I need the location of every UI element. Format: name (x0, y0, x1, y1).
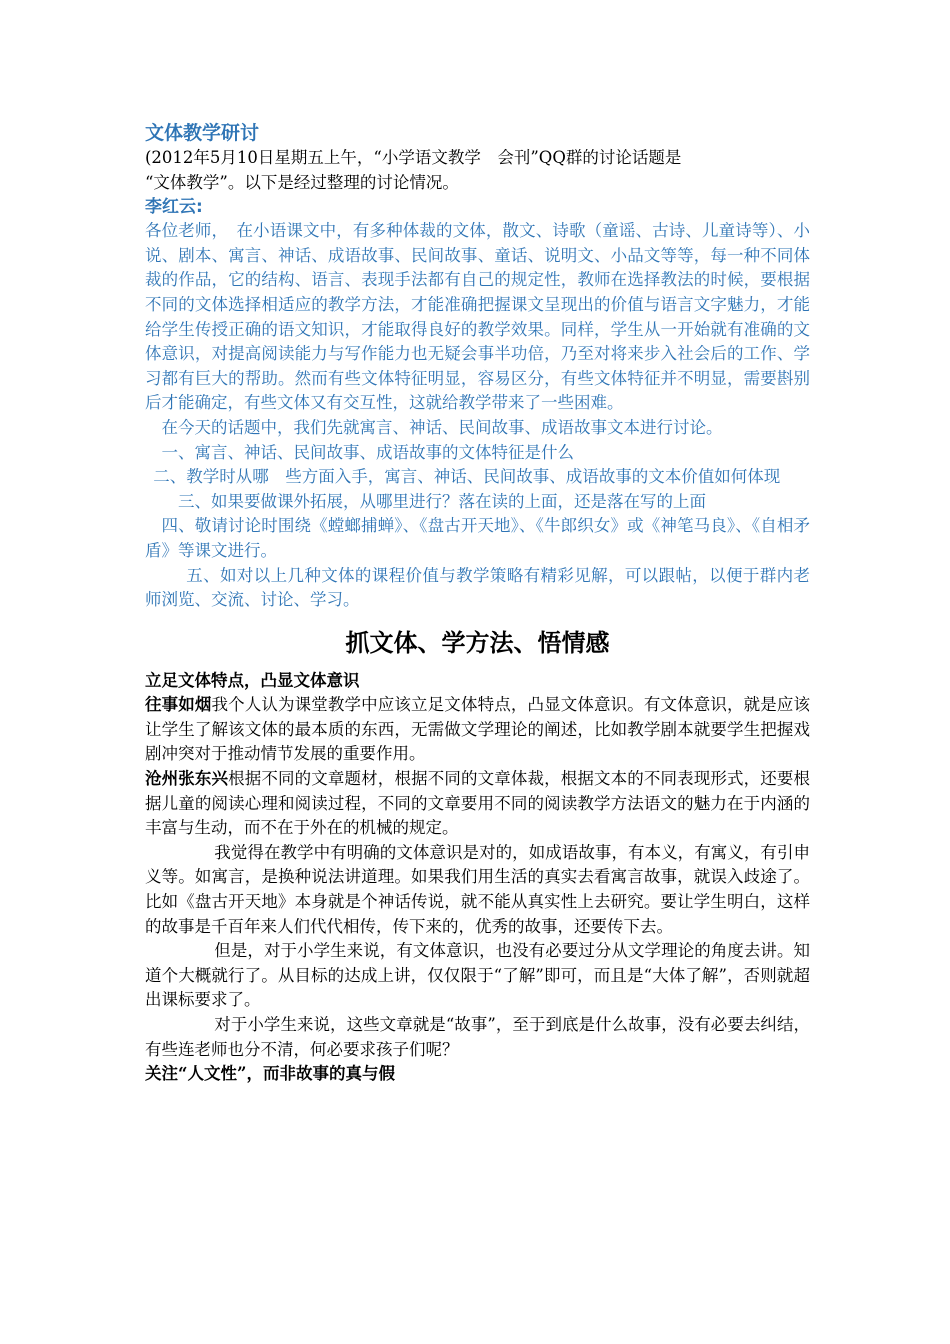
host-paragraph: 各位老师， 在小语课文中，有多种体裁的文体，散文、诗歌（童谣、古诗、儿童诗等）、小说、剧本、寓言、神话、成语故事、民间故事、童话、说明文、小品文等等，每一种不同体裁的作品，它的结构、语言、表现手法都有自己的规定性，教师在选择教法的时候，要根据不同的文体选择相适应的教学方法，才能准确把握课文呈现出的价值与语言文字魅力，才能给学生传授正确的语文知识，才能取得良好的教学效果。同样，学生从一开始就有准确的文体意识，对提高阅读能力与写作能力也无疑会事半功倍，乃至对将来步入社会后的工作、学习都有巨大的帮助。然而有些文体特征明显，容易区分，有些文体特征并不明显，需要斟别后才能确定，有些文体又有交互性，这就给教学带来了一些困难。 (145, 221, 810, 413)
subheading-1: 立足文体特点，凸显文体意识 (145, 670, 360, 690)
paragraph-5: 对于小学生来说，这些文章就是“故事”，至于到底是什么故事，没有必要去纠结，有些连老师也分不清，何必要求孩子们呢？ (145, 1015, 810, 1059)
comment-2-text: 根据不同的文章题材，根据不同的文章体裁，根据文本的不同表现形式，还要根据儿童的阅读心理和阅读过程，不同的文章要用不同的阅读教学方法语文的魅力在于内涵的丰富与生动，而不在于外在的机械的规定。 (145, 769, 811, 838)
comment-2 (145, 767, 810, 841)
host-name: 李红云: (145, 197, 203, 218)
paragraph-4: 但是，对于小学生来说，有文体意识，也没有必要过分从文学理论的角度去讲。知道个大概就行了。从目标的达成上讲，仅仅限于“了解”即可，而且是“大体了解”，否则就超出课标要求了。 (145, 941, 810, 1010)
document-page (145, 120, 810, 1087)
question-3: 三、如果要做课外拓展，从哪里进行？落在读的上面，还是落在写的上面 (178, 491, 706, 511)
commenter-1: 往事如烟 (145, 695, 212, 715)
subheading-2: 关注“人文性”，而非故事的真与假 (145, 1064, 395, 1084)
comment-1 (145, 693, 810, 767)
section-title: 抓文体、学方法、悟情感 (345, 627, 610, 657)
intro-line-1: (2012年5月10日星期五上午，“小学语文教学 会刊”QQ群的讨论话题是 (145, 148, 682, 167)
comment-1-text: 我个人认为课堂教学中应该立足文体特点，凸显文体意识。有文体意识，就是应该让学生了解该文体的最本质的东西，无需做文学理论的阐述，比如教学剧本就要学生把握戏剧冲突对于推动情节发展的重要作用。 (145, 695, 811, 764)
paragraph-3: 我觉得在教学中有明确的文体意识是对的，如成语故事，有本义，有寓义，有引申义等。如寓言，是换种说法讲道理。如果我们用生活的真实去看寓言故事，就误入歧途了。比如《盘古开天地》本身就是个神话传说，就不能从真实性上去研究。要让学生明白，这样的故事是千百年来人们代代相传，传下来的，优秀的故事，还要传下去。 (145, 842, 810, 936)
host-topic: 在今天的话题中，我们先就寓言、神话、民间故事、成语故事文本进行讨论。 (161, 417, 723, 437)
question-4: 四、敬请讨论时围绕《螳螂捕蝉》、《盘古开天地》、《牛郎织女》或《神笔马良》、《自相矛盾》等课文进行。 (145, 516, 810, 560)
question-2: 二、教学时从哪 些方面入手，寓言、神话、民间故事、成语故事的文本价值如何体现 (153, 467, 781, 487)
intro-line-2: “文体教学”。以下是经过整理的讨论情况。 (145, 172, 459, 192)
document-title: 文体教学研讨 (145, 122, 260, 144)
question-5: 五、如对以上几种文体的课程价值与教学策略有精彩见解，可以跟帖，以便于群内老师浏览、交流、讨论、学习。 (145, 565, 810, 610)
commenter-2: 沧州张东兴 (145, 769, 229, 789)
question-1: 一、寓言、神话、民间故事、成语故事的文体特征是什么 (161, 442, 574, 462)
